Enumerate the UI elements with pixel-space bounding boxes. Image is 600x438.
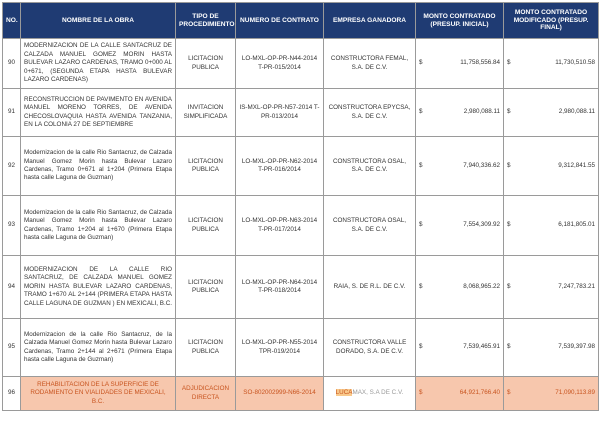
final-amount: 9,312,841.55 [514,137,599,196]
contract-number: LO-MXL-OP-PR-N62-2014 T-PR-016/2014 [236,137,324,196]
initial-amount: 64,921,766.40 [426,377,504,411]
initial-amount: 2,980,088.11 [426,89,504,137]
currency-symbol: $ [416,89,426,137]
row-number: 96 [3,377,21,411]
procedure-type: LICITACION PUBLICA [176,196,236,256]
final-amount: 71,090,113.89 [514,377,599,411]
row-number: 93 [3,196,21,256]
obra-name: MODERNIZACION DE LA CALLE RIO SANTACRUZ, DE CALZADA MANUEL GOMEZ MORIN HASTA BULEVAR LAZARO CARDENAS, TRAMO 1+670 AL 2+144 (PRIMERA ETAPA HASTA CALLE LAGUNA DE GUZMAN ) EN MEXICALI, B.C. [21,256,176,319]
header-contrato: NUMERO DE CONTRATO [236,3,324,39]
initial-amount: 7,554,309.92 [426,196,504,256]
header-modificado: MONTO CONTRATADO MODIFICADO (PRESUP. FINAL) [504,3,599,39]
currency-symbol: $ [416,39,426,89]
winning-company: CONSTRUCTORA FEMAL, S.A. DE C.V. [324,39,416,89]
contract-number: LO-MXL-OP-PR-N63-2014 T-PR-017/2014 [236,196,324,256]
currency-symbol: $ [416,256,426,319]
winning-company: CONSTRUCTORA OSAL, S.A. DE C.V. [324,196,416,256]
table-row [3,256,599,319]
final-amount: 6,181,805.01 [514,196,599,256]
obra-name: Modernizacion de la calle Rio Santacruz, de la Calzada Manuel Gomez Morin hasta Bulevar Lazaro Cardenas, Tramo 2+144 al 2+671 (Primera Etapa hasta calle Laguna de Guzman) [21,319,176,377]
currency-symbol: $ [416,137,426,196]
company-rest: MAX, S.A DE C.V. [352,389,404,397]
table-row [3,137,599,196]
obra-name: Modernizacion de la calle Rio Santacruz, de Calzada Manuel Gomez Morin hasta Bulevar Lazaro Cardenas, Tramo 1+204 al 1+670 (Primera Etapa hasta calle Laguna de Guzman) [21,196,176,256]
initial-amount: 11,758,556.84 [426,39,504,89]
procedure-type: LICITACION PUBLICA [176,319,236,377]
winning-company: RAIA, S. DE R.L. DE C.V. [324,256,416,319]
initial-amount: 7,539,465.91 [426,319,504,377]
contracts-table-wrapper [2,2,598,411]
contract-number: LO-MXL-OP-PR-N64-2014 T-PR-018/2014 [236,256,324,319]
currency-symbol: $ [416,319,426,377]
currency-symbol: $ [504,377,514,411]
final-amount: 7,247,783.21 [514,256,599,319]
obra-name: MODERNIZACION DE LA CALLE SANTACRUZ DE CALZADA MANUEL GOMEZ MORIN HASTA BULEVAR LAZARO CARDENAS, TRAMO 0+000 AL 0+671, (SEGUNDA ETAPA HASTA BULEVAR LAZARO CARDENAS) [21,39,176,89]
procedure-type: INVITACION SIMPLIFICADA [176,89,236,137]
header-empresa: EMPRESA GANADORA [324,3,416,39]
table-row [3,89,599,137]
row-number: 94 [3,256,21,319]
highlighted-row [3,377,599,411]
header-no: NO. [3,3,21,39]
table-row [3,196,599,256]
winning-company: CONSTRUCTORA EPYCSA, S.A. DE C.V. [324,89,416,137]
contract-number: LO-MXL-OP-PR-N44-2014 T-PR-015/2014 [236,39,324,89]
procedure-type: LICITACION PUBLICA [176,39,236,89]
currency-symbol: $ [504,319,514,377]
currency-symbol: $ [504,196,514,256]
procedure-type: LICITACION PUBLICA [176,256,236,319]
table-row [3,39,599,89]
winning-company [324,377,416,411]
header-obra: NOMBRE DE LA OBRA [21,3,176,39]
initial-amount: 7,940,336.62 [426,137,504,196]
currency-symbol: $ [416,196,426,256]
final-amount: 2,980,088.11 [514,89,599,137]
header-monto: MONTO CONTRATADO (PRESUP. INICIAL) [416,3,504,39]
currency-symbol: $ [416,377,426,411]
row-number: 90 [3,39,21,89]
contract-number: LO-MXL-OP-PR-N55-2014 TPR-019/2014 [236,319,324,377]
company-highlight: LUCA [335,389,353,397]
procedure-type: ADJUDICACION DIRECTA [176,377,236,411]
header-tipo: TIPO DE PROCEDIMIENTO [176,3,236,39]
contract-number: SO-802002999-N66-2014 [236,377,324,411]
currency-symbol: $ [504,256,514,319]
contracts-table [2,2,599,411]
currency-symbol: $ [504,89,514,137]
final-amount: 11,730,510.58 [514,39,599,89]
row-number: 91 [3,89,21,137]
contract-number: IS-MXL-OP-PR-N57-2014 T-PR-013/2014 [236,89,324,137]
final-amount: 7,539,397.98 [514,319,599,377]
header-row [3,3,599,39]
currency-symbol: $ [504,137,514,196]
obra-name: RECONSTRUCCION DE PAVIMENTO EN AVENIDA MANUEL MORENO TORRES, DE AVENIDA CHECOSLOVAQUIA HASTA AVENIDA TANZANIA, EN LA COLONIA 27 DE SEPTIEMBRE [21,89,176,137]
table-row [3,319,599,377]
currency-symbol: $ [504,39,514,89]
row-number: 95 [3,319,21,377]
procedure-type: LICITACION PUBLICA [176,137,236,196]
obra-name: REHABILITACION DE LA SUPERFICIE DE RODAMIENTO EN VIALIDADES DE MEXICALI, B.C. [21,377,176,411]
row-number: 92 [3,137,21,196]
winning-company: CONSTRUCTORA VALLE DORADO, S.A. DE C.V. [324,319,416,377]
winning-company: CONSTRUCTORA OSAL, S.A. DE C.V. [324,137,416,196]
obra-name: Modernizacion de la calle Rio Santacruz, de Calzada Manuel Gomez Morin hasta Bulevar Lazaro Cardenas, Tramo 0+671 al 1+204 (Primera Etapa hasta calle Laguna de Guzman) [21,137,176,196]
initial-amount: 8,068,965.22 [426,256,504,319]
